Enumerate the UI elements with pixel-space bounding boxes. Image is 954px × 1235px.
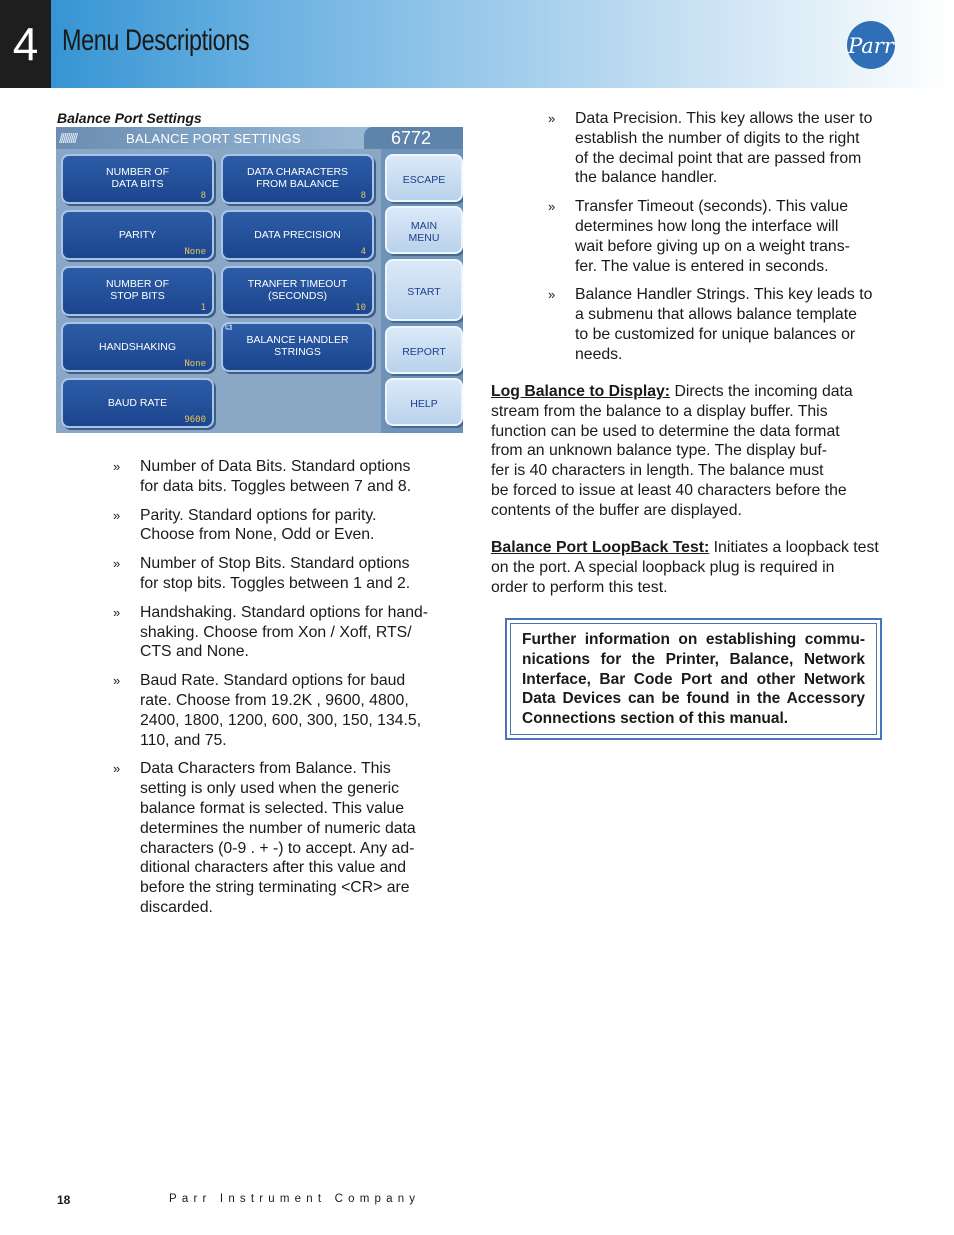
tile-label: BALANCE HANDLER STRINGS (246, 334, 349, 358)
list-item (548, 197, 918, 276)
screen-title: BALANCE PORT SETTINGS (126, 131, 301, 146)
chapter-number: 4 (0, 0, 51, 88)
bullet-mark: » (548, 199, 556, 215)
bullet-mark: » (113, 604, 121, 620)
list-item-text: Balance Handler Strings. This key leads to a submenu that allows balance template to be customized for unique balances or needs. (575, 286, 873, 363)
list-item (548, 109, 918, 188)
list-item (113, 554, 463, 594)
list-item-text: Transfer Timeout (seconds). This value determines how long the interface will wait before giving up on a weight trans- fer. The value is entered in seconds. (575, 198, 850, 275)
list-item (113, 457, 463, 497)
list-item (548, 285, 918, 364)
tile-value: None (184, 247, 206, 257)
tile-label: TRANFER TIMEOUT (SECONDS) (247, 278, 348, 302)
tile-label: HANDSHAKING (98, 341, 176, 353)
submenu-icon: ⧉ (225, 322, 233, 333)
list-item (113, 759, 463, 917)
screen-number: 6772 (364, 127, 463, 149)
start-button[interactable]: START (385, 259, 463, 321)
page-title: Menu Descriptions (62, 24, 250, 57)
list-item-text: Data Precision. This key allows the user to establish the number of digits to the right of the decimal point that are passed from the balance handler. (575, 110, 873, 187)
parr-logo-icon (843, 20, 899, 70)
page-header (0, 0, 954, 88)
handshaking-button[interactable] (61, 322, 214, 372)
footer-company: Parr Instrument Company (169, 1193, 421, 1205)
loopback-text: Initiates a loopback test on the port. A special loopback plug is required in order to perform this test. (491, 539, 879, 596)
tile-value: 9600 (184, 415, 206, 425)
note-text: Further information on establishing commu-nications for the Printer, Balance, Network Interface, Bar Code Port and other Network Data Devices can be found in the Accessory Connections section of this manual. (522, 631, 865, 728)
tile-value: 8 (200, 191, 206, 201)
tile-label: DATA CHARACTERS FROM BALANCE (246, 166, 349, 190)
list-item (113, 603, 463, 662)
tile-value: 4 (360, 247, 366, 257)
tile-label: NUMBER OF DATA BITS (106, 166, 169, 190)
list-item-text: Number of Stop Bits. Standard options for stop bits. Toggles between 1 and 2. (140, 555, 411, 592)
number-of-stop-bits-button[interactable] (61, 266, 214, 316)
list-item-text: Parity. Standard options for parity. Choose from None, Odd or Even. (140, 506, 377, 544)
balance-port-settings-screen (56, 127, 463, 433)
main-menu-button[interactable]: MAIN MENU (385, 206, 463, 254)
tile-value: None (184, 359, 206, 369)
right-bullet-list (548, 109, 918, 374)
list-item-text: Number of Data Bits. Standard options for data bits. Toggles between 7 and 8. (140, 458, 412, 495)
help-button[interactable]: HELP (385, 378, 463, 426)
parity-button[interactable] (61, 210, 214, 260)
bullet-mark: » (113, 459, 121, 474)
escape-button[interactable]: ESCAPE (385, 154, 463, 202)
report-button[interactable]: REPORT (385, 326, 463, 374)
log-balance-text: Directs the incoming data stream from the balance to a display buffer. This function can be used to determine the data format from an unknown balance type. The display buf- fer is 40 characters in length. The balance must be forced to issue at least 40 characters before the contents of the buffer are displayed. (491, 383, 853, 519)
list-item (113, 671, 463, 750)
loopback-heading: Balance Port LoopBack Test: (491, 539, 710, 556)
tile-value: 1 (200, 303, 206, 313)
number-of-data-bits-button[interactable] (61, 154, 214, 204)
loopback-paragraph (491, 538, 906, 597)
data-precision-button[interactable] (221, 210, 374, 260)
left-bullet-list (113, 457, 463, 927)
page-number: 18 (57, 1193, 71, 1207)
log-balance-paragraph (491, 382, 906, 521)
log-balance-heading: Log Balance to Display: (491, 383, 671, 400)
tile-value: 8 (360, 191, 366, 201)
data-characters-from-balance-button[interactable] (221, 154, 374, 204)
tile-label: BAUD RATE (107, 397, 168, 409)
transfer-timeout-button[interactable] (221, 266, 374, 316)
bullet-mark: » (113, 556, 121, 572)
tile-label: PARITY (118, 229, 157, 241)
bullet-mark: » (113, 507, 121, 523)
note-box (505, 618, 882, 740)
bullet-mark: » (548, 287, 556, 303)
list-item (113, 506, 463, 546)
list-item-text: Data Characters from Balance. This setting is only used when the generic balance format is selected. This value determines the number of numeric data characters (0-9 . + -) to accept. Any ad- ditional characters after this value and before the string terminating <CR> are discarded. (140, 760, 416, 916)
tile-label: NUMBER OF STOP BITS (106, 278, 169, 302)
bullet-mark: » (548, 111, 556, 126)
figure-caption: Balance Port Settings (57, 110, 202, 126)
tile-label: DATA PRECISION (254, 229, 341, 241)
stripes-icon: ///////// (59, 130, 77, 146)
list-item-text: Baud Rate. Standard options for baud rate. Choose from 19.2K , 9600, 4800, 2400, 1800, 1200, 600, 300, 150, 134.5, 110, and 75. (140, 672, 422, 749)
balance-handler-strings-button[interactable] (221, 322, 374, 372)
svg-text:Parr: Parr (848, 34, 894, 58)
list-item-text: Handshaking. Standard options for hand- shaking. Choose from Xon / Xoff, RTS/ CTS and None. (140, 603, 429, 661)
baud-rate-button[interactable] (61, 378, 214, 428)
tile-value: 10 (355, 303, 366, 313)
bullet-mark: » (113, 673, 121, 689)
bullet-mark: » (113, 761, 121, 777)
